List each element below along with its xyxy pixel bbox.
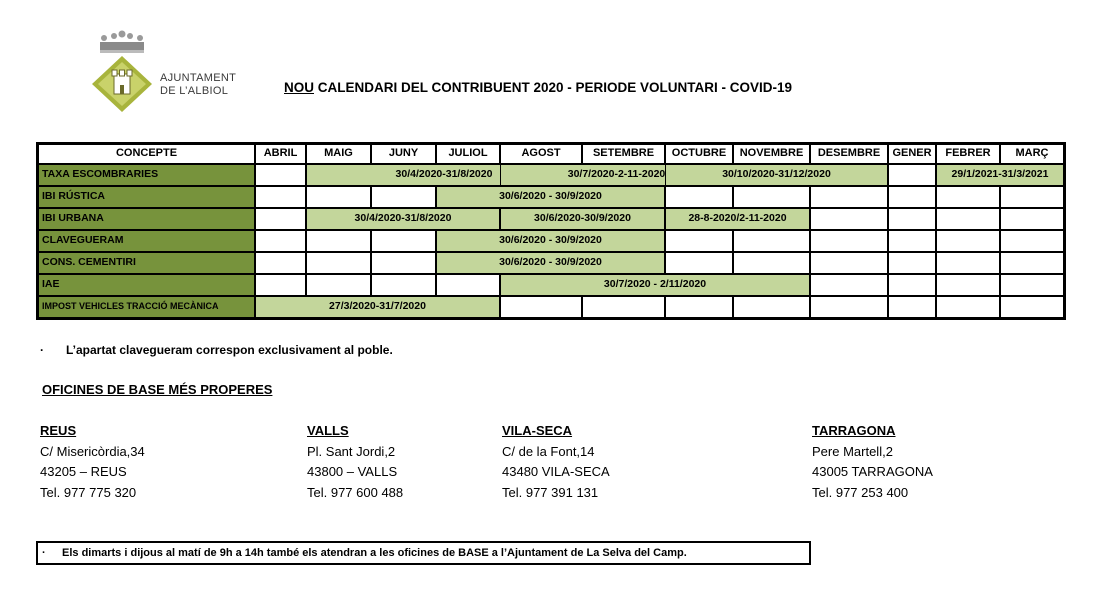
- council-name-line2: DE L’ALBIOL: [160, 85, 229, 97]
- empty-month-cell: [733, 252, 810, 274]
- payment-period: 30/4/2020-31/8/2020: [306, 208, 500, 230]
- empty-month-cell: [436, 274, 500, 296]
- column-header: NOVEMBRE: [733, 144, 810, 164]
- concept-label: IBI RÚSTICA: [38, 186, 255, 208]
- tax-calendar-table: [36, 142, 1066, 320]
- office-phone: Tel. 977 391 131: [502, 484, 599, 500]
- empty-month-cell: [888, 274, 936, 296]
- empty-month-cell: [936, 296, 1000, 318]
- schedule-note: [36, 541, 811, 565]
- concept-label: TAXA ESCOMBRARIES: [38, 164, 255, 186]
- column-header: DESEMBRE: [810, 144, 888, 164]
- payment-period: 30/7/2020-2-11-2020: [500, 164, 733, 186]
- payment-period: 30/6/2020 - 30/9/2020: [436, 186, 665, 208]
- empty-month-cell: [936, 208, 1000, 230]
- empty-month-cell: [936, 274, 1000, 296]
- office-address: Pere Martell,2: [812, 443, 893, 459]
- office-phone: Tel. 977 775 320: [40, 484, 137, 500]
- office-reus: [40, 421, 145, 503]
- empty-month-cell: [888, 164, 936, 186]
- empty-month-cell: [936, 230, 1000, 252]
- empty-month-cell: [810, 252, 888, 274]
- empty-month-cell: [665, 230, 733, 252]
- empty-month-cell: [888, 230, 936, 252]
- clavegueram-note: [40, 343, 393, 357]
- office-postal: 43205 – REUS: [40, 464, 127, 479]
- empty-month-cell: [1000, 186, 1064, 208]
- empty-month-cell: [888, 186, 936, 208]
- bullet: ·: [42, 547, 46, 559]
- office-address: Pl. Sant Jordi,2: [307, 443, 396, 459]
- clavegueram-note-text: L’apartat clavegueram correspon exclusivament al poble.: [66, 343, 393, 357]
- column-header: MAIG: [306, 144, 371, 164]
- office-city: REUS: [40, 423, 77, 438]
- payment-period: 30/6/2020 - 30/9/2020: [436, 252, 665, 274]
- empty-month-cell: [810, 274, 888, 296]
- office-phone: Tel. 977 600 488: [307, 484, 404, 500]
- concept-label: IBI URBANA: [38, 208, 255, 230]
- title-new: NOU: [284, 80, 314, 95]
- empty-month-cell: [810, 208, 888, 230]
- column-header: JULIOL: [436, 144, 500, 164]
- empty-month-cell: [665, 252, 733, 274]
- empty-month-cell: [1000, 296, 1064, 318]
- empty-month-cell: [582, 296, 665, 318]
- office-postal: 43800 – VALLS: [307, 464, 398, 479]
- payment-period: 28-8-2020/2-11-2020: [665, 208, 810, 230]
- concept-label: CLAVEGUERAM: [38, 230, 255, 252]
- empty-month-cell: [1000, 274, 1064, 296]
- empty-month-cell: [1000, 252, 1064, 274]
- empty-month-cell: [810, 186, 888, 208]
- offices-heading: OFICINES DE BASE MÉS PROPERES: [42, 382, 273, 397]
- empty-month-cell: [888, 252, 936, 274]
- empty-month-cell: [255, 164, 306, 186]
- empty-month-cell: [371, 230, 436, 252]
- office-city: TARRAGONA: [812, 423, 896, 438]
- empty-month-cell: [888, 208, 936, 230]
- empty-month-cell: [1000, 230, 1064, 252]
- payment-period: 30/6/2020 - 30/9/2020: [436, 230, 665, 252]
- empty-month-cell: [810, 230, 888, 252]
- empty-month-cell: [371, 186, 436, 208]
- page-title: [284, 80, 792, 95]
- column-header: OCTUBRE: [665, 144, 733, 164]
- office-postal: 43005 TARRAGONA: [812, 464, 933, 479]
- payment-period: 30/6/2020-30/9/2020: [500, 208, 665, 230]
- empty-month-cell: [1000, 208, 1064, 230]
- empty-month-cell: [255, 230, 306, 252]
- empty-month-cell: [306, 186, 371, 208]
- empty-month-cell: [306, 252, 371, 274]
- empty-month-cell: [371, 274, 436, 296]
- bullet: ·: [40, 343, 44, 357]
- column-header: CONCEPTE: [38, 144, 255, 164]
- title-text: CALENDARI DEL CONTRIBUENT 2020 - PERIODE VOLUNTARI - COVID-19: [314, 80, 793, 95]
- empty-month-cell: [306, 230, 371, 252]
- empty-month-cell: [733, 296, 810, 318]
- column-header: ABRIL: [255, 144, 306, 164]
- empty-month-cell: [888, 296, 936, 318]
- empty-month-cell: [255, 208, 306, 230]
- schedule-note-text: Els dimarts i dijous al matí de 9h a 14h també els atendran a les oficines de BASE a l’Ajuntament de La Selva del Camp.: [62, 547, 687, 559]
- empty-month-cell: [255, 252, 306, 274]
- office-vila-seca: [502, 421, 610, 503]
- payment-period: 30/4/2020-31/8/2020: [306, 164, 582, 186]
- column-header: FEBRER: [936, 144, 1000, 164]
- payment-period: 30/10/2020-31/12/2020: [665, 164, 888, 186]
- office-valls: [307, 421, 403, 503]
- concept-label: IMPOST VEHICLES TRACCIÓ MECÀNICA: [38, 296, 255, 318]
- payment-period: 29/1/2021-31/3/2021: [936, 164, 1064, 186]
- empty-month-cell: [500, 296, 582, 318]
- concept-label: CONS. CEMENTIRI: [38, 252, 255, 274]
- column-header: GENER: [888, 144, 936, 164]
- office-tarragona: [812, 421, 933, 503]
- council-name: [160, 72, 236, 98]
- column-header: JUNY: [371, 144, 436, 164]
- office-city: VILA-SECA: [502, 423, 573, 438]
- empty-month-cell: [733, 230, 810, 252]
- office-phone: Tel. 977 253 400: [812, 484, 909, 500]
- empty-month-cell: [371, 252, 436, 274]
- empty-month-cell: [665, 296, 733, 318]
- office-postal: 43480 VILA-SECA: [502, 464, 610, 479]
- council-name-line1: AJUNTAMENT: [160, 72, 237, 84]
- empty-month-cell: [810, 296, 888, 318]
- payment-period: 27/3/2020-31/7/2020: [255, 296, 500, 318]
- office-address: C/ de la Font,14: [502, 443, 595, 459]
- empty-month-cell: [936, 186, 1000, 208]
- empty-month-cell: [733, 186, 810, 208]
- payment-period: 30/7/2020 - 2/11/2020: [500, 274, 810, 296]
- column-header: AGOST: [500, 144, 582, 164]
- empty-month-cell: [665, 186, 733, 208]
- column-header: MARÇ: [1000, 144, 1064, 164]
- office-address: C/ Misericòrdia,34: [40, 443, 145, 459]
- empty-month-cell: [936, 252, 1000, 274]
- column-header: SETEMBRE: [582, 144, 665, 164]
- concept-label: IAE: [38, 274, 255, 296]
- office-city: VALLS: [307, 423, 349, 438]
- empty-month-cell: [255, 186, 306, 208]
- empty-month-cell: [306, 274, 371, 296]
- empty-month-cell: [255, 274, 306, 296]
